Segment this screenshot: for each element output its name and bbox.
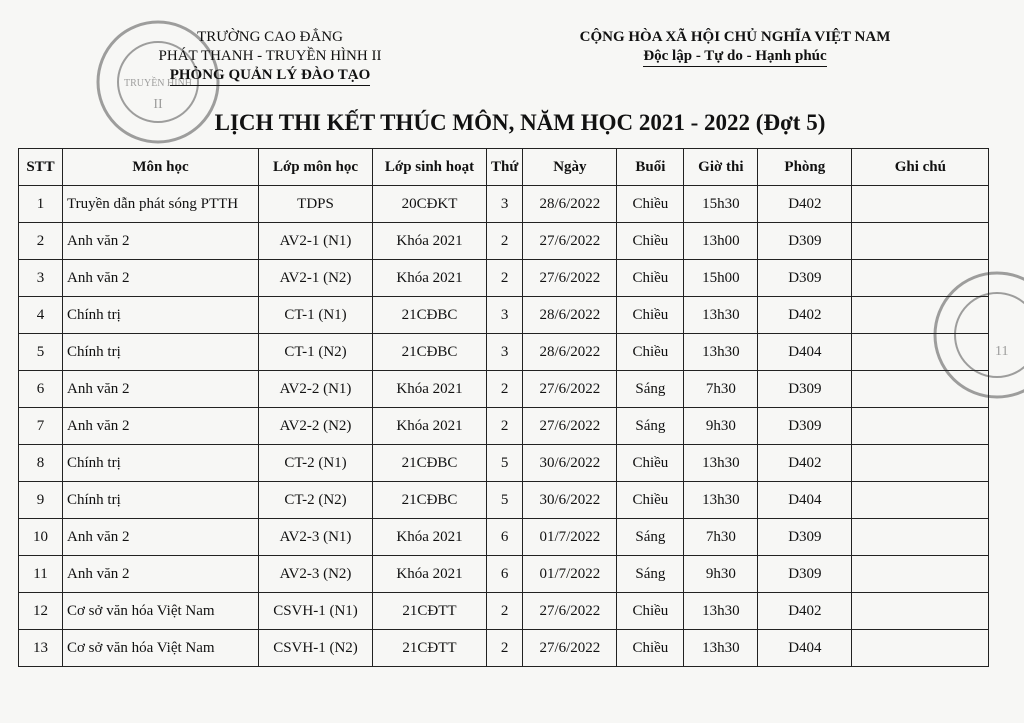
table-cell: 6 [19,371,63,408]
table-cell: Cơ sở văn hóa Việt Nam [63,593,259,630]
table-cell: Sáng [617,408,684,445]
table-cell: 20CĐKT [373,186,487,223]
table-cell: 3 [19,260,63,297]
column-header: Ngày [523,149,617,186]
table-cell: 21CĐTT [373,630,487,667]
table-cell: 21CĐBC [373,445,487,482]
table-row [19,334,989,371]
table-cell: 7h30 [684,519,758,556]
table-cell: 10 [19,519,63,556]
table-cell: AV2-3 (N1) [259,519,373,556]
table-cell: Chiều [617,223,684,260]
table-cell: 5 [487,445,523,482]
column-header: Phòng [758,149,852,186]
table-cell: 30/6/2022 [523,482,617,519]
table-cell: 6 [487,519,523,556]
table-cell: D309 [758,408,852,445]
table-cell: 7h30 [684,371,758,408]
table-cell: D404 [758,334,852,371]
table-cell: Khóa 2021 [373,556,487,593]
table-cell: D309 [758,223,852,260]
column-header: STT [19,149,63,186]
table-cell: D402 [758,297,852,334]
table-cell: Khóa 2021 [373,371,487,408]
table-cell: Anh văn 2 [63,260,259,297]
table-cell: CT-2 (N1) [259,445,373,482]
table-cell: 27/6/2022 [523,593,617,630]
table-row [19,519,989,556]
table-cell: Chiều [617,186,684,223]
table-cell: 3 [487,334,523,371]
table-cell: Khóa 2021 [373,260,487,297]
table-cell: Chính trị [63,334,259,371]
table-cell: TDPS [259,186,373,223]
table-cell: Chính trị [63,445,259,482]
table-cell: 2 [19,223,63,260]
table-cell: 01/7/2022 [523,556,617,593]
exam-schedule-table [18,148,989,667]
school-name-line2: PHÁT THANH - TRUYỀN HÌNH II [158,48,382,64]
svg-text:11: 11 [995,344,1009,359]
school-header [150,28,390,86]
column-header: Lớp môn học [259,149,373,186]
table-cell: Khóa 2021 [373,408,487,445]
column-header: Thứ [487,149,523,186]
svg-text:II: II [153,97,163,112]
table-cell: 21CĐBC [373,334,487,371]
table-cell: Sáng [617,519,684,556]
table-cell: CT-1 (N1) [259,297,373,334]
table-cell: Anh văn 2 [63,556,259,593]
table-header-row [19,149,989,186]
table-cell: 6 [487,556,523,593]
table-cell: CSVH-1 (N1) [259,593,373,630]
table-row [19,556,989,593]
table-row [19,593,989,630]
column-header: Lớp sinh hoạt [373,149,487,186]
table-cell: 27/6/2022 [523,371,617,408]
table-cell: 2 [487,260,523,297]
table-cell: Chiều [617,260,684,297]
table-cell: CT-1 (N2) [259,334,373,371]
table-cell [852,334,989,371]
table-cell: D402 [758,186,852,223]
document-title: LỊCH THI KẾT THÚC MÔN, NĂM HỌC 2021 - 2022 (Đợt 5) [214,110,826,135]
table-cell [852,297,989,334]
table-cell: 5 [487,482,523,519]
table-cell: AV2-1 (N2) [259,260,373,297]
table-cell: AV2-3 (N2) [259,556,373,593]
table-cell: 13h30 [684,630,758,667]
table-row [19,297,989,334]
table-cell: Anh văn 2 [63,408,259,445]
table-cell: AV2-1 (N1) [259,223,373,260]
table-row [19,445,989,482]
table-cell [852,593,989,630]
table-cell: 13h00 [684,223,758,260]
table-cell: Anh văn 2 [63,223,259,260]
table-cell: 13h30 [684,297,758,334]
table-cell: 5 [19,334,63,371]
table-cell [852,482,989,519]
table-cell: 2 [487,223,523,260]
table-cell [852,371,989,408]
table-cell: Chiều [617,593,684,630]
table-cell: 13h30 [684,334,758,371]
table-cell: AV2-2 (N2) [259,408,373,445]
table-cell: 2 [487,408,523,445]
national-motto: Độc lập - Tự do - Hạnh phúc [643,47,826,67]
table-cell: Chiều [617,630,684,667]
table-cell: 13h30 [684,482,758,519]
table-cell: 21CĐBC [373,482,487,519]
table-cell: Chiều [617,445,684,482]
table-cell [852,556,989,593]
table-cell: 21CĐTT [373,593,487,630]
table-cell: 15h00 [684,260,758,297]
table-cell: 4 [19,297,63,334]
table-cell: Cơ sở văn hóa Việt Nam [63,630,259,667]
table-row [19,408,989,445]
table-cell: 7 [19,408,63,445]
table-row [19,260,989,297]
table-cell: Sáng [617,371,684,408]
table-cell: Chiều [617,297,684,334]
national-header [560,28,910,67]
table-cell: Anh văn 2 [63,371,259,408]
table-cell: 15h30 [684,186,758,223]
table-cell: 27/6/2022 [523,630,617,667]
table-cell: D309 [758,260,852,297]
table-cell: 9h30 [684,556,758,593]
table-cell: Chính trị [63,482,259,519]
table-cell [852,260,989,297]
table-cell: 9h30 [684,408,758,445]
table-row [19,223,989,260]
table-cell: Khóa 2021 [373,519,487,556]
table-row [19,371,989,408]
table-cell: CSVH-1 (N2) [259,630,373,667]
table-cell: Chiều [617,482,684,519]
table-cell: D309 [758,519,852,556]
table-cell: 1 [19,186,63,223]
table-cell [852,519,989,556]
table-cell: D404 [758,482,852,519]
table-cell: 27/6/2022 [523,223,617,260]
table-cell: 28/6/2022 [523,297,617,334]
country-name: CỘNG HÒA XÃ HỘI CHỦ NGHĨA VIỆT NAM [579,29,891,45]
table-cell: D309 [758,371,852,408]
column-header: Môn học [63,149,259,186]
table-cell: D309 [758,556,852,593]
department-name: PHÒNG QUẢN LÝ ĐÀO TẠO [170,66,371,86]
table-cell: Chính trị [63,297,259,334]
table-cell: Truyền dẫn phát sóng PTTH [63,186,259,223]
table-cell: 27/6/2022 [523,260,617,297]
table-cell: 12 [19,593,63,630]
table-cell: 2 [487,593,523,630]
table-cell [852,445,989,482]
table-cell: CT-2 (N2) [259,482,373,519]
table-cell: Chiều [617,334,684,371]
table-row [19,482,989,519]
table-cell: 3 [487,297,523,334]
table-row [19,186,989,223]
column-header: Giờ thi [684,149,758,186]
table-cell: 13h30 [684,445,758,482]
column-header: Ghi chú [852,149,989,186]
table-cell: 21CĐBC [373,297,487,334]
table-cell: D402 [758,593,852,630]
table-cell: Sáng [617,556,684,593]
table-cell: Anh văn 2 [63,519,259,556]
school-name-line1: TRƯỜNG CAO ĐẲNG [197,29,343,45]
table-cell [852,630,989,667]
table-cell: 11 [19,556,63,593]
table-cell: 28/6/2022 [523,334,617,371]
table-cell: D402 [758,445,852,482]
table-cell: 2 [487,371,523,408]
table-cell: 27/6/2022 [523,408,617,445]
table-cell: 13h30 [684,593,758,630]
column-header: Buổi [617,149,684,186]
table-cell: 28/6/2022 [523,186,617,223]
table-cell: 2 [487,630,523,667]
table-cell: AV2-2 (N1) [259,371,373,408]
table-cell: 30/6/2022 [523,445,617,482]
table-cell: Khóa 2021 [373,223,487,260]
table-row [19,630,989,667]
table-cell [852,408,989,445]
table-cell [852,223,989,260]
table-cell: D404 [758,630,852,667]
table-cell: 9 [19,482,63,519]
table-cell: 8 [19,445,63,482]
table-cell: 13 [19,630,63,667]
svg-text:TRUYỀN HÌNH: TRUYỀN HÌNH [123,78,193,89]
table-cell [852,186,989,223]
table-cell: 01/7/2022 [523,519,617,556]
table-cell: 3 [487,186,523,223]
